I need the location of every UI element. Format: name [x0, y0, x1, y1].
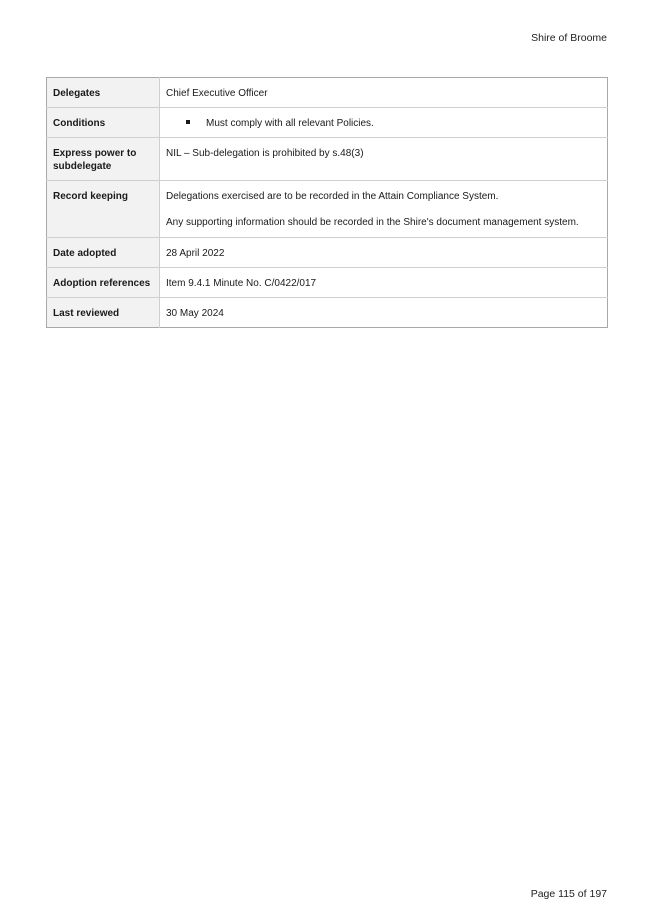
row-label-last-reviewed: Last reviewed: [47, 298, 160, 328]
delegation-table: [46, 77, 608, 328]
condition-text: Must comply with all relevant Policies.: [206, 118, 374, 129]
record-keeping-para-2: Any supporting information should be recorded in the Shire's document management system.: [166, 217, 579, 228]
table-row: [47, 181, 608, 238]
table-row: [47, 78, 608, 108]
row-value-delegates: Chief Executive Officer: [166, 88, 268, 99]
table-row: [47, 238, 608, 268]
row-value-adoption-references: Item 9.4.1 Minute No. C/0422/017: [160, 268, 608, 298]
table-row: [47, 108, 608, 138]
row-label-express-power: Express power to subdelegate: [47, 138, 160, 181]
row-value-conditions: [160, 108, 608, 138]
row-value-date-adopted: 28 April 2022: [160, 238, 608, 268]
row-label-record-keeping: Record keeping: [47, 181, 160, 238]
row-label-conditions: Conditions: [47, 108, 160, 138]
bullet-icon: [186, 120, 190, 124]
table-row: [47, 138, 608, 181]
page-number: Page 115 of 197: [530, 888, 607, 900]
row-value-record-keeping: [160, 181, 608, 238]
table-row: [47, 268, 608, 298]
table-row: [47, 298, 608, 328]
row-label-delegates: Delegates: [47, 78, 160, 108]
row-label-adoption-references: Adoption references: [47, 268, 160, 298]
row-value-express-power: NIL – Sub-delegation is prohibited by s.48(3): [160, 138, 608, 181]
list-item: [166, 117, 601, 130]
record-keeping-para-1: Delegations exercised are to be recorded in the Attain Compliance System.: [166, 191, 499, 202]
page-header-org: Shire of Broome: [531, 32, 607, 44]
row-value-last-reviewed: 30 May 2024: [160, 298, 608, 328]
row-label-date-adopted: Date adopted: [47, 238, 160, 268]
